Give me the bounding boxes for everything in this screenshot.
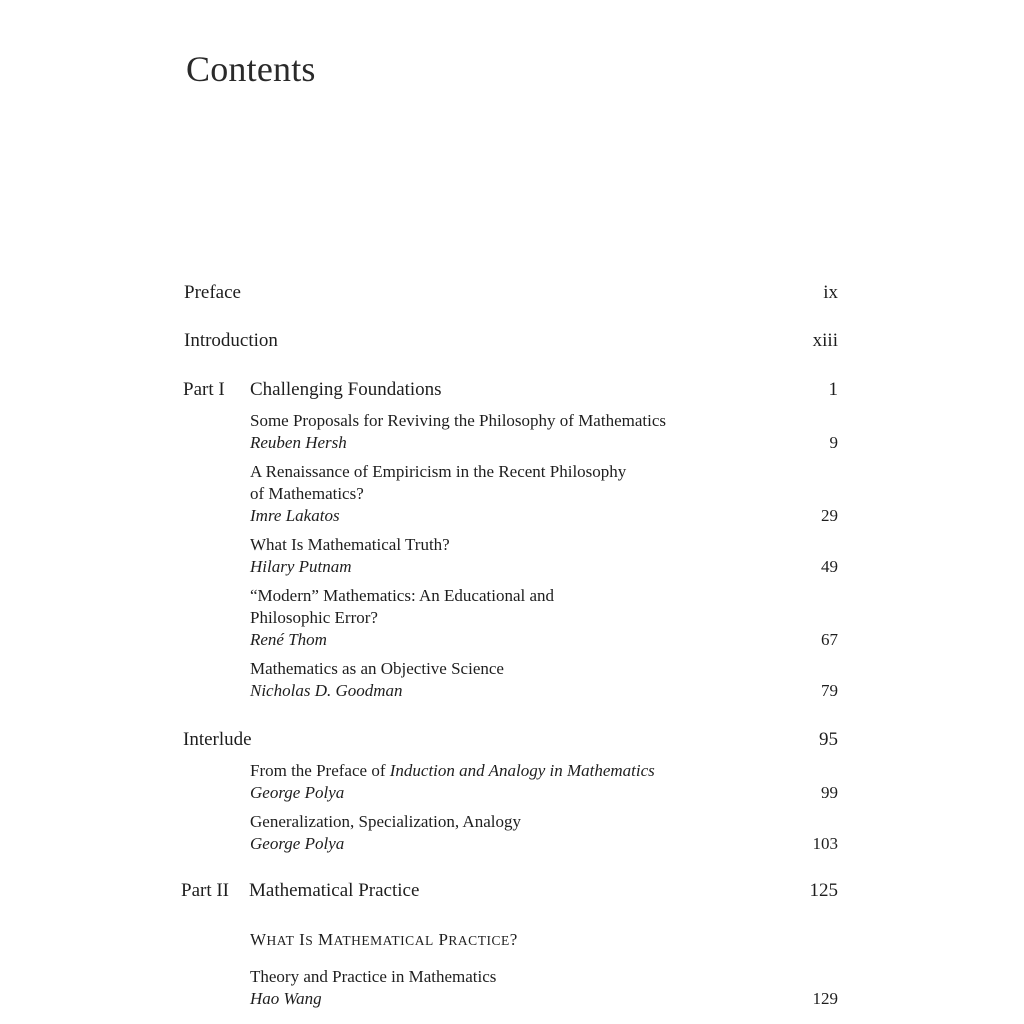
toc-entry-page: 79: [821, 681, 838, 700]
toc-entry-title: Some Proposals for Reviving the Philosophy of Mathematics: [250, 411, 666, 430]
toc-entry-title: Theory and Practice in Mathematics: [250, 967, 497, 986]
toc-entry-author: George Polya: [250, 783, 345, 802]
toc-entry-title: Mathematics as an Objective Science: [250, 659, 504, 678]
toc-entry-title-cont: of Mathematics?: [250, 484, 364, 503]
toc-entry-title: Generalization, Specialization, Analogy: [250, 812, 521, 831]
toc-entry-page: 103: [812, 834, 838, 853]
toc-entry-author: Imre Lakatos: [250, 506, 340, 525]
toc-entry-book-title: Induction and Analogy in Mathematics: [389, 761, 655, 780]
toc-entry-title: What Is Mathematical Truth?: [250, 535, 450, 554]
toc-part2-label: Part II: [181, 880, 230, 901]
toc-entry-author: Hilary Putnam: [250, 557, 352, 576]
toc-entry-page: 9: [829, 433, 838, 452]
toc-entry-page: 29: [821, 506, 838, 525]
toc-introduction-label: Introduction: [184, 330, 278, 351]
toc-entry-title-cont: Philosophic Error?: [250, 608, 378, 627]
toc-interlude-page: 95: [819, 729, 838, 750]
toc-part2-page: 125: [809, 880, 838, 901]
toc-part1-title: Challenging Foundations: [250, 379, 442, 400]
toc-entry-title: [250, 761, 655, 781]
toc-section-heading: WHAT IS MATHEMATICAL PRACTICE?: [250, 930, 518, 949]
toc-entry-page: 67: [821, 630, 838, 649]
toc-entry-page: 129: [812, 989, 838, 1008]
toc-entry-title-prefix: From the Preface of: [250, 761, 390, 780]
toc-preface-page: ix: [823, 282, 838, 303]
toc-part1-label: Part I: [183, 379, 225, 400]
toc-entry-author: Reuben Hersh: [250, 433, 347, 452]
toc-entry-author: René Thom: [250, 630, 327, 649]
toc-preface-label: Preface: [184, 282, 241, 303]
toc-entry-author: Nicholas D. Goodman: [250, 681, 403, 700]
toc-entry-title: A Renaissance of Empiricism in the Recent Philosophy: [250, 462, 627, 481]
toc-entry-page: 99: [821, 783, 838, 802]
toc-part1-page: 1: [828, 379, 838, 400]
toc-part2-title: Mathematical Practice: [249, 880, 420, 901]
toc-introduction-page: xiii: [812, 330, 838, 351]
toc-entry-title: “Modern” Mathematics: An Educational and: [250, 586, 555, 605]
toc-entry-page: 49: [821, 557, 838, 576]
page-title: Contents: [186, 49, 316, 89]
toc-entry-author: George Polya: [250, 834, 345, 853]
toc-interlude-label: Interlude: [183, 729, 252, 750]
toc-entry-author: Hao Wang: [250, 989, 322, 1008]
